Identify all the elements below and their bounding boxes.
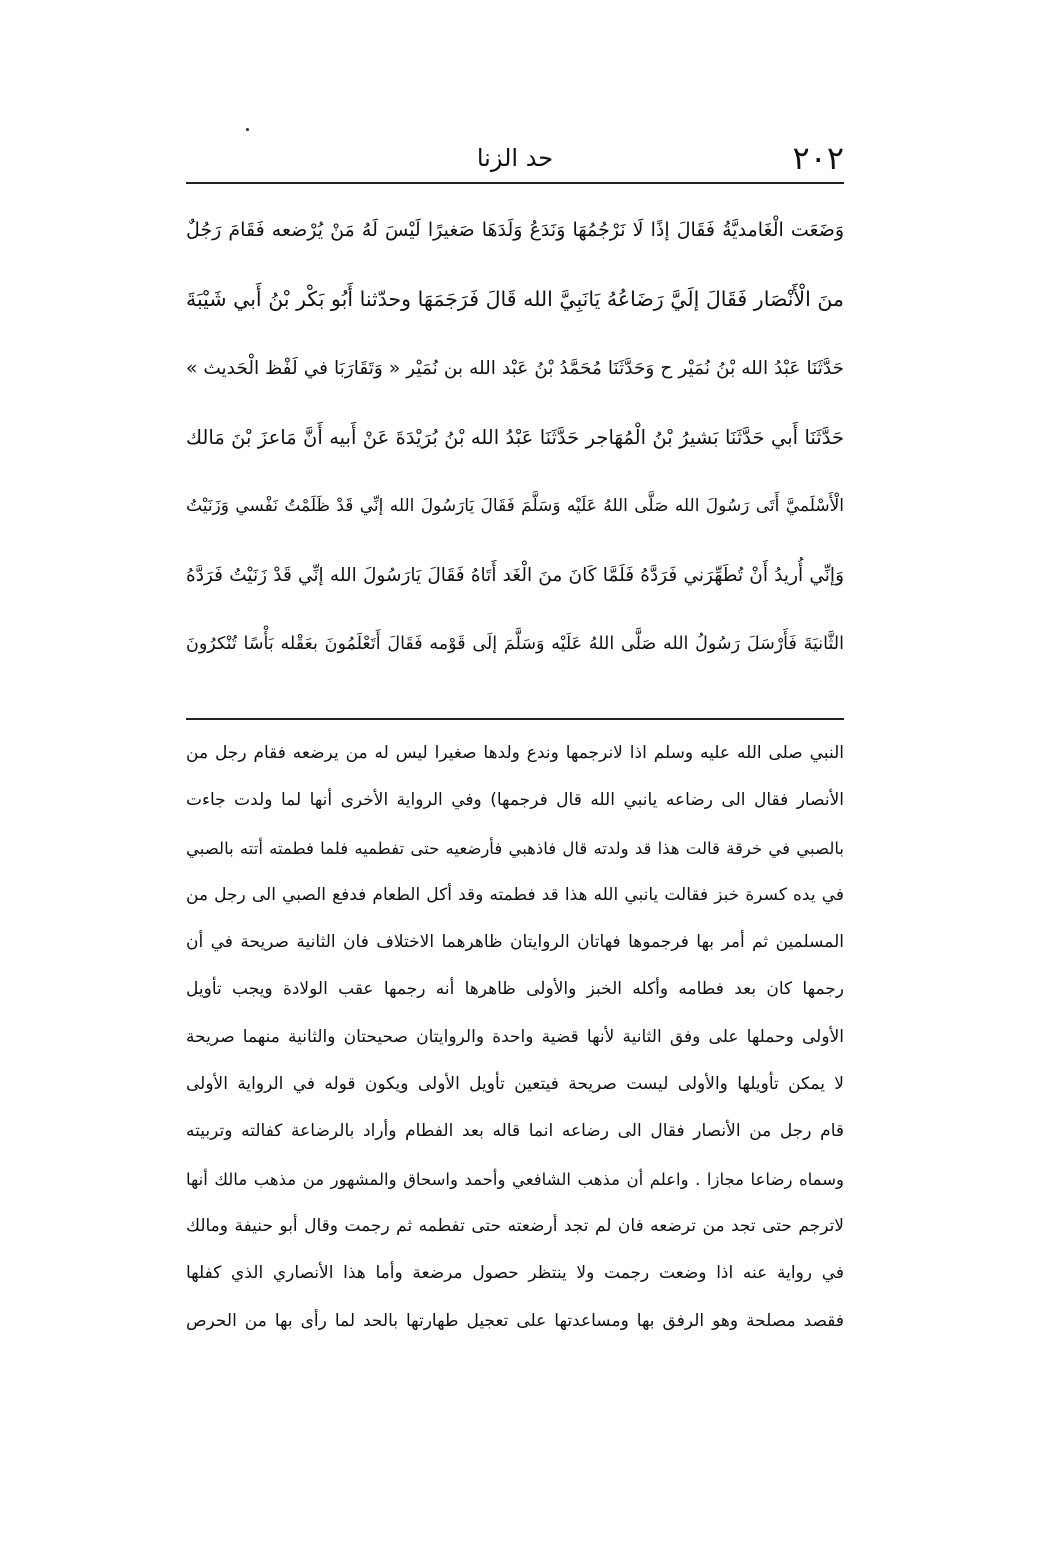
- commentary-line: الأولى وحملها على وفق الثانية لأنها قضية واحدة والروايتان صحيحتان والثانية منهما صريحة: [186, 1026, 844, 1047]
- running-title: حد الزنا: [476, 144, 554, 172]
- hadith-line: وَإنِّي أُريدُ أَنْ تُطَهِّرَني فَرَدَّهُ فَلَمَّا كَانَ منَ الْغَد أَتَاهُ فَقَالَ يَارَسُولَ الله إنِّي قَدْ زَنَيْتُ فَرَدَّهُ: [186, 565, 844, 586]
- commentary-text: [186, 730, 844, 1345]
- hadith-line: الْأَسْلَميَّ أَتَى رَسُولَ الله صَلَّى اللهُ عَلَيْه وَسَلَّمَ فَقَالَ يَارَسُولَ الله إنِّي قَدْ ظَلَمْتُ نَفْسي وَزَنَيْتُ: [186, 496, 844, 516]
- commentary-line: لا يمكن تأويلها والأولى ليست صريحة فيتعين تأويل الأولى ويكون قوله في الرواية الأولى: [186, 1074, 844, 1095]
- hadith-line: الثَّانيَةَ فَأَرْسَلَ رَسُولُ الله صَلَّى اللهُ عَلَيْه وَسَلَّمَ إلَى قَوْمه فَقَالَ أَتَعْلَمُونَ بعَقْله بَأْسًا تُنْكرُونَ: [186, 634, 844, 654]
- hadith-line: منَ الْأَنْصَار فَقَالَ إلَيَّ رَضَاعُهُ يَانَبِيَّ الله قَالَ فَرَجَمَهَا وحدّثنا أَبُو بَكْر بْنُ أَبي شَيْبَةَ: [186, 287, 844, 311]
- section-divider-rule: [186, 718, 844, 720]
- commentary-line: في رواية عنه اذا وضعت رجمت ولا ينتظر حصول مرضعة وأما هذا الأنصاري الذي كفلها: [186, 1263, 844, 1284]
- commentary-line: لاترجم حتى تجد من ترضعه فان لم تجد أرضعته حتى تفطمه ثم رجمت وقال أبو حنيفة ومالك: [186, 1215, 844, 1236]
- hadith-line: حَدَّثَنَا عَبْدُ الله بْنُ نُمَيْر ح وَحَدَّثَنَا مُحَمَّدُ بْنُ عَبْد الله بن نُمَيْر « وَتَقَارَبَا في لَفْظ الْحَديث »: [186, 358, 844, 379]
- commentary-line: رجمها كان بعد فطامه وأكله الخبز والأولى ظاهرها أنه رجمها عقب الولادة ويجب تأويل: [186, 979, 844, 1000]
- hadith-text: [186, 196, 844, 679]
- commentary-line: فقصد مصلحة وهو الرفق بها ومساعدتها على تعجيل طهارتها بالحد لما رأى بها من الحرص: [186, 1310, 844, 1331]
- commentary-line: النبي صلى الله عليه وسلم اذا لانرجمها وندع ولدها صغيرا ليس له من يرضعه فقام رجل من: [186, 743, 844, 763]
- hadith-line: حَدَّثَنَا أَبي حَدَّثَنَا بَشيرُ بْنُ الْمُهَاجر حَدَّثَنَا عَبْدُ الله بْنُ بُرَيْدَةَ عَنْ أَبيه أَنَّ مَاعزَ بْنَ مَالك: [186, 426, 844, 449]
- stray-dot: [246, 128, 249, 131]
- commentary-line: بالصبي في خرقة قالت هذا قد ولدته قال فاذهبي فأرضعيه حتى تفطميه فلما فطمته أتته بالصبي: [186, 838, 844, 858]
- commentary-line: المسلمين ثم أمر بها فرجموها فهاتان الروايتان ظاهرهما الاختلاف فان الثانية صريحة في أن: [186, 932, 844, 953]
- hadith-line: وَضَعَت الْغَامديَّةُ فَقَالَ إذًا لَا نَرْجُمُهَا وَنَدَعُ وَلَدَهَا صَغيرًا لَيْسَ لَهُ مَنْ يُرْضعه فَقَامَ رَجُلٌ: [186, 219, 844, 241]
- page-number: ٢٠٢: [792, 139, 844, 177]
- commentary-line: قام رجل من الأنصار فقال الى رضاعه انما قاله بعد الفطام وأراد بالرضاعة كفالته وتربيته: [186, 1121, 844, 1142]
- commentary-line: وسماه رضاعا مجازا . واعلم أن مذهب الشافعي وأحمد واسحاق والمشهور من مذهب مالك أنها: [186, 1169, 844, 1189]
- commentary-line: الأنصار فقال الى رضاعه يانبي الله قال فرجمها) وفي الرواية الأخرى أنها لما ولدت جاءت: [186, 790, 844, 811]
- header-rule: [186, 182, 844, 184]
- page-header: [186, 138, 844, 178]
- commentary-line: في يده كسرة خبز فقالت يانبي الله هذا قد فطمته وقد أكل الطعام فدفع الصبي الى رجل من: [186, 884, 844, 905]
